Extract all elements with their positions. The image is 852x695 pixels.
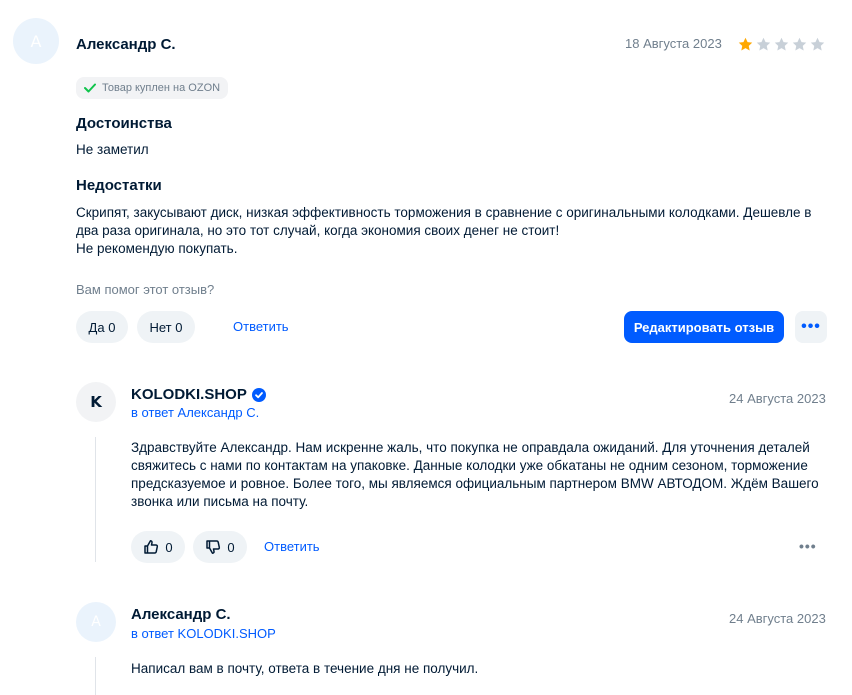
thumbs-up-icon	[143, 539, 159, 555]
pros-text: Не заметил	[76, 142, 149, 157]
star-empty-icon	[791, 36, 808, 53]
star-empty-icon	[773, 36, 790, 53]
seller-avatar-letter: K	[90, 393, 102, 411]
user-avatar	[76, 602, 116, 642]
user-reply-author[interactable]: Александр С.	[131, 606, 231, 623]
helpful-no-button[interactable]	[137, 311, 195, 343]
cons-text	[76, 204, 836, 258]
reply-link[interactable]: Ответить	[233, 319, 289, 334]
helpful-question: Вам помог этот отзыв?	[76, 282, 215, 297]
helpful-yes-label: Да 0	[88, 319, 116, 335]
edit-review-button[interactable]	[624, 311, 784, 343]
cons-line: Скрипят, закусывают диск, низкая эффективность торможения в сравнение с оригинальными колодками. Дешевле в	[76, 205, 812, 220]
like-button[interactable]	[131, 531, 185, 563]
helpful-yes-button[interactable]	[76, 311, 128, 343]
edit-review-label: Редактировать отзыв	[633, 319, 775, 335]
review-author[interactable]: Александр С.	[76, 36, 176, 53]
pros-title: Достоинства	[76, 115, 172, 132]
star-empty-icon	[755, 36, 772, 53]
seller-name[interactable]	[131, 386, 266, 403]
star-empty-icon	[809, 36, 826, 53]
avatar-letter: А	[30, 31, 42, 51]
dislike-count: 0	[227, 539, 235, 555]
user-reply-date: 24 Августа 2023	[729, 611, 826, 626]
cons-line: два раза оригинала, но это тот случай, когда экономия своих денег не стоит!	[76, 223, 560, 238]
reply-line: предсказуемое и ровное. Более того, мы являемся официальным партнером BMW АВТОДОМ. Ждём Вашего	[131, 476, 819, 491]
star-filled-icon	[737, 36, 754, 53]
in-reply-to-seller-link[interactable]: в ответ KOLODKI.SHOP	[131, 626, 276, 641]
reply-line: Здравствуйте Александр. Нам искренне жаль, что покупка не оправдала ожиданий. Для уточнения деталей	[131, 440, 810, 455]
thread-line	[95, 657, 96, 695]
review-date: 18 Августа 2023	[625, 36, 722, 51]
seller-reply-reply-link[interactable]: Ответить	[264, 539, 320, 554]
user-avatar-letter: А	[91, 614, 101, 630]
check-icon	[84, 83, 96, 93]
seller-reply-text	[131, 439, 831, 511]
seller-avatar	[76, 382, 116, 422]
in-reply-to-link[interactable]: в ответ Александр С.	[131, 405, 260, 420]
thread-line	[95, 437, 96, 562]
more-dots-icon: •••	[801, 318, 821, 335]
user-reply-text: Написал вам в почту, ответа в течение дня не получил.	[131, 661, 479, 676]
rating-stars	[737, 36, 826, 53]
cons-line: Не рекомендую покупать.	[76, 241, 238, 256]
seller-reply-more-button[interactable]	[799, 538, 817, 554]
more-dots-icon: •••	[799, 538, 817, 554]
verified-badge-text: Товар куплен на OZON	[102, 82, 221, 94]
reply-line: свяжитесь с нами по контактам на упаковке. Данные колодки уже обкатаны не одним сезоном, торможение	[131, 458, 808, 473]
more-options-button[interactable]	[795, 311, 827, 343]
dislike-button[interactable]	[193, 531, 247, 563]
thumbs-down-icon	[205, 539, 221, 555]
avatar	[13, 18, 59, 64]
reply-line: звонка или письма на почту.	[131, 494, 309, 509]
seller-reply-date: 24 Августа 2023	[729, 391, 826, 406]
seller-name-text: KOLODKI.SHOP	[131, 386, 247, 403]
verified-seller-icon	[252, 388, 266, 402]
like-count: 0	[165, 539, 173, 555]
verified-purchase-badge	[76, 77, 228, 99]
helpful-no-label: Нет 0	[149, 319, 183, 335]
cons-title: Недостатки	[76, 177, 162, 194]
